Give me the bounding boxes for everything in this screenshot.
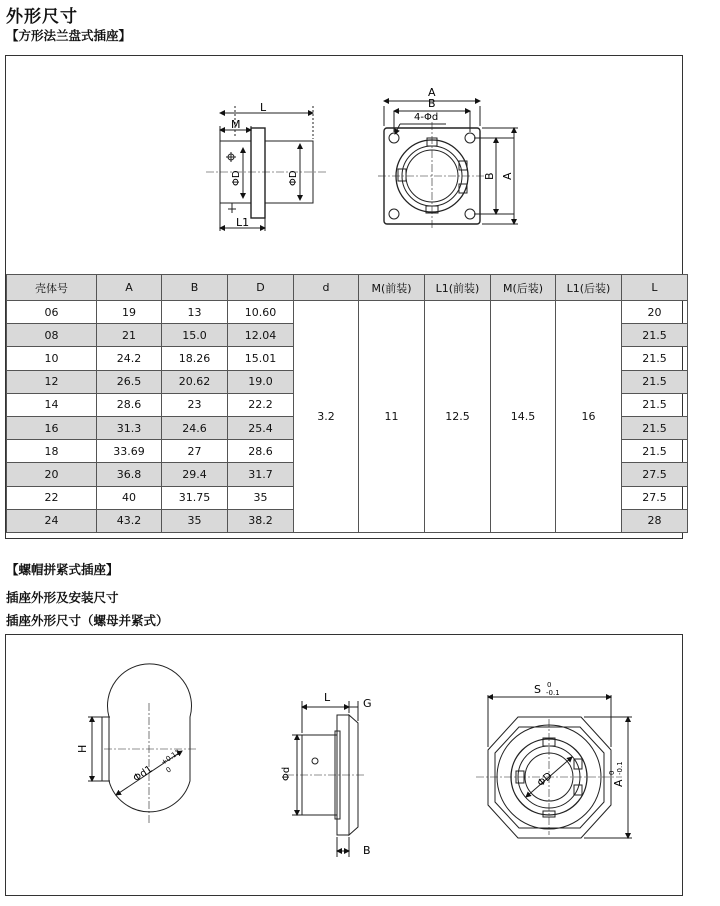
cell-B: 23 xyxy=(162,393,228,416)
cell-L: 20 xyxy=(622,301,688,324)
dim-A-side-label: A xyxy=(501,172,514,180)
cell-B: 13 xyxy=(162,301,228,324)
dimension-table xyxy=(6,274,688,533)
section-heading-square-flange: 【方形法兰盘式插座】 xyxy=(6,28,132,43)
cell-L: 27.5 xyxy=(622,463,688,486)
hole-spec-label: 4-Φd xyxy=(414,112,439,123)
cell-shell: 06 xyxy=(7,301,97,324)
side-view-nut xyxy=(286,701,366,857)
header-L1-front: L1(前装) xyxy=(425,275,491,301)
subheading-mounting: 插座外形及安装尺寸 xyxy=(6,590,119,605)
dim-M-label: M xyxy=(231,118,241,131)
dim-B-label: B xyxy=(428,97,436,110)
cell-A: 31.3 xyxy=(97,416,162,439)
cell-D: 31.7 xyxy=(228,463,294,486)
dim-A-tol-bottom: -0.1 xyxy=(616,761,624,775)
header-d: d xyxy=(294,275,359,301)
cell-B: 35 xyxy=(162,509,228,532)
side-view xyxy=(206,106,326,231)
cell-L: 21.5 xyxy=(622,416,688,439)
dim-phiD-inner-label: ΦD xyxy=(231,170,242,186)
dim-L-label-2: L xyxy=(324,691,331,704)
cell-B: 29.4 xyxy=(162,463,228,486)
cell-B: 15.0 xyxy=(162,324,228,347)
header-L1-rear: L1(后装) xyxy=(556,275,622,301)
square-flange-panel xyxy=(5,55,683,539)
cell-D: 12.04 xyxy=(228,324,294,347)
cell-D: 10.60 xyxy=(228,301,294,324)
cell-D: 15.01 xyxy=(228,347,294,370)
cell-L1-rear-merged: 16 xyxy=(556,301,622,533)
cell-L: 21.5 xyxy=(622,393,688,416)
front-view-nut xyxy=(476,695,632,838)
dim-B-side-label: B xyxy=(483,172,496,180)
cell-L: 27.5 xyxy=(622,486,688,509)
dim-d1-label: Φd1 xyxy=(131,763,155,785)
table-header-row xyxy=(7,275,688,301)
dim-A-label-2: A xyxy=(612,779,625,787)
cell-B: 20.62 xyxy=(162,370,228,393)
dim-B-label-2: B xyxy=(363,844,371,857)
cell-B: 24.6 xyxy=(162,416,228,439)
front-view xyxy=(378,101,518,230)
dim-L-label: L xyxy=(260,101,267,114)
cell-shell: 16 xyxy=(7,416,97,439)
cell-L: 21.5 xyxy=(622,347,688,370)
cell-M-front-merged: 11 xyxy=(359,301,425,533)
cell-shell: 14 xyxy=(7,393,97,416)
header-L: L xyxy=(622,275,688,301)
dim-A-tol-top: 0 xyxy=(608,770,616,775)
dim-d1-tol-zero: 0 xyxy=(164,765,173,775)
cell-L: 21.5 xyxy=(622,370,688,393)
cell-D: 35 xyxy=(228,486,294,509)
cell-D: 38.2 xyxy=(228,509,294,532)
dim-A-label: A xyxy=(428,86,436,99)
cell-A: 24.2 xyxy=(97,347,162,370)
cell-A: 36.8 xyxy=(97,463,162,486)
square-flange-drawing xyxy=(6,56,682,274)
cell-L: 21.5 xyxy=(622,440,688,463)
dim-H-label: H xyxy=(76,744,89,753)
cell-A: 26.5 xyxy=(97,370,162,393)
cell-d-merged: 3.2 xyxy=(294,301,359,533)
dim-phiD-label-2: ΦD xyxy=(535,770,555,790)
cell-M-rear-merged: 14.5 xyxy=(491,301,556,533)
cell-A: 21 xyxy=(97,324,162,347)
cell-A: 19 xyxy=(97,301,162,324)
dim-S-label: S xyxy=(534,683,541,696)
cell-shell: 10 xyxy=(7,347,97,370)
dim-d1-tol-plus: +0.12 xyxy=(159,748,182,767)
section-heading-nut-locking: 【螺帽拼紧式插座】 xyxy=(6,562,119,577)
cell-shell: 18 xyxy=(7,440,97,463)
cell-A: 28.6 xyxy=(97,393,162,416)
header-shell: 壳体号 xyxy=(7,275,97,301)
subheading-outline: 插座外形尺寸（螺母并紧式） xyxy=(6,613,169,628)
cell-D: 22.2 xyxy=(228,393,294,416)
header-M-rear: M(后装) xyxy=(491,275,556,301)
header-A: A xyxy=(97,275,162,301)
cell-D: 19.0 xyxy=(228,370,294,393)
nut-locking-panel xyxy=(5,634,683,896)
nut-locking-drawing xyxy=(6,635,682,895)
dim-L1-label: L1 xyxy=(236,216,250,229)
cell-B: 18.26 xyxy=(162,347,228,370)
cell-shell: 20 xyxy=(7,463,97,486)
cell-shell: 08 xyxy=(7,324,97,347)
dim-phid-label: Φd xyxy=(281,766,292,781)
cell-shell: 24 xyxy=(7,509,97,532)
cell-A: 40 xyxy=(97,486,162,509)
dim-S-tol-top: 0 xyxy=(547,681,552,689)
cell-A: 43.2 xyxy=(97,509,162,532)
header-M-front: M(前装) xyxy=(359,275,425,301)
cell-A: 33.69 xyxy=(97,440,162,463)
header-D: D xyxy=(228,275,294,301)
page-title: 外形尺寸 xyxy=(6,7,78,27)
cell-B: 31.75 xyxy=(162,486,228,509)
cell-B: 27 xyxy=(162,440,228,463)
cell-shell: 12 xyxy=(7,370,97,393)
cell-L: 28 xyxy=(622,509,688,532)
cell-D: 28.6 xyxy=(228,440,294,463)
panel-cutout-view xyxy=(88,664,196,825)
cell-L: 21.5 xyxy=(622,324,688,347)
cell-shell: 22 xyxy=(7,486,97,509)
cell-L1-front-merged: 12.5 xyxy=(425,301,491,533)
table-row xyxy=(7,301,688,324)
cell-D: 25.4 xyxy=(228,416,294,439)
dim-S-tol-bottom: -0.1 xyxy=(546,689,560,697)
dim-phiD-outer-label: ΦD xyxy=(288,170,299,186)
header-B: B xyxy=(162,275,228,301)
dim-G-label: G xyxy=(363,697,372,710)
